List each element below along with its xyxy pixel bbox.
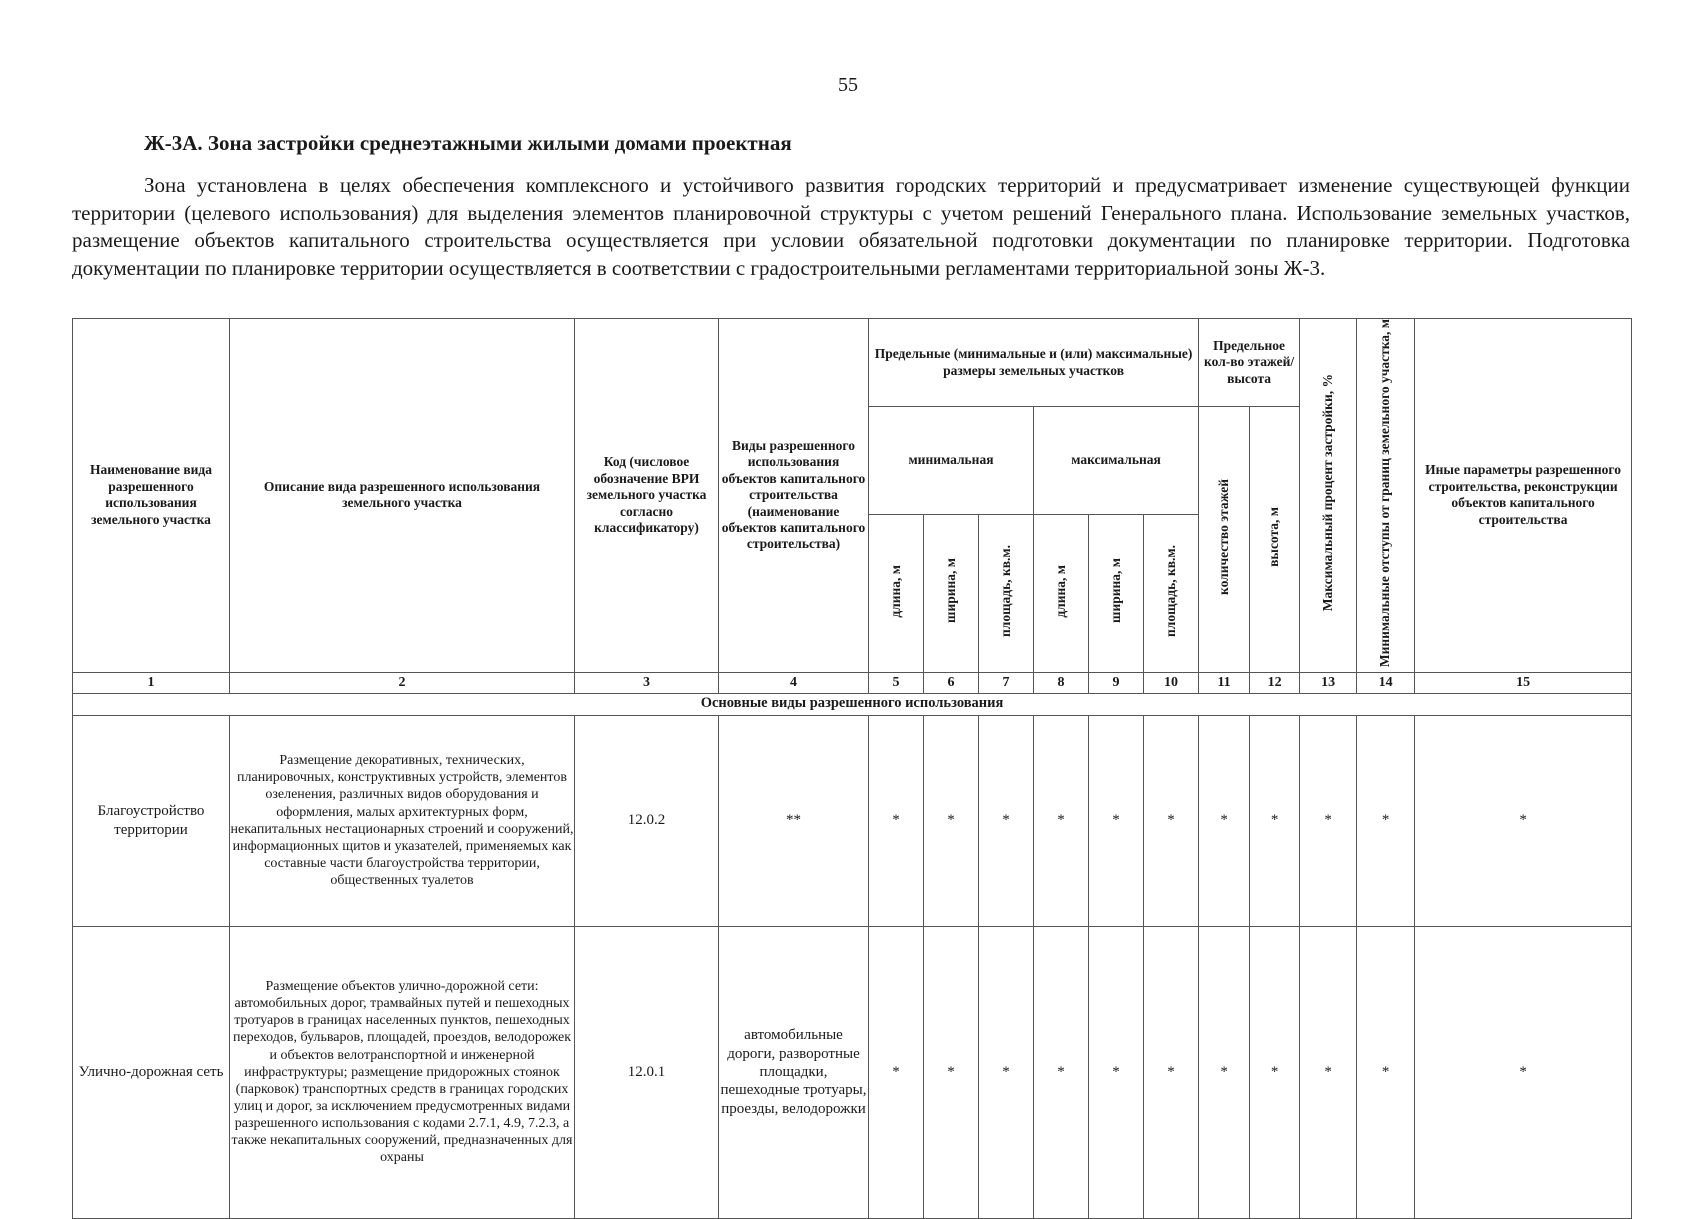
header-other-params: Иные параметры разрешенного строительства, реконструкции объектов капитального строительства (1415, 319, 1632, 673)
column-number: 1 (73, 672, 230, 693)
column-number: 3 (575, 672, 719, 693)
column-number: 9 (1089, 672, 1144, 693)
header-min-length: длина, м (869, 514, 924, 672)
header-floors-group: Предельное кол-во этажей/ высота (1199, 319, 1300, 407)
column-number: 14 (1357, 672, 1415, 693)
column-number: 6 (924, 672, 979, 693)
column-number: 4 (719, 672, 869, 693)
row-code: 12.0.2 (575, 715, 719, 926)
header-name: Наименование вида разрешенного использования земельного участка (73, 319, 230, 673)
header-size-group: Предельные (минимальные и (или) максимальные) размеры земельных участков (869, 319, 1199, 407)
row-value: * (1415, 715, 1632, 926)
column-number: 10 (1144, 672, 1199, 693)
header-max-length: длина, м (1034, 514, 1089, 672)
column-number: 11 (1199, 672, 1250, 693)
row-objects: автомобильные дороги, разворотные площадки, пешеходные тротуары, проезды, велодорожки (719, 926, 869, 1218)
header-max-width: ширина, м (1089, 514, 1144, 672)
row-value: * (1089, 926, 1144, 1218)
header-height: высота, м (1250, 407, 1300, 673)
page-number: 55 (838, 74, 858, 96)
row-value: * (1250, 926, 1300, 1218)
header-max-coverage: Максимальный процент застройки, % (1300, 319, 1357, 673)
row-objects: ** (719, 715, 869, 926)
header-description: Описание вида разрешенного использования земельного участка (230, 319, 575, 673)
row-value: * (924, 715, 979, 926)
row-value: * (979, 926, 1034, 1218)
section-title: Основные виды разрешенного использования (73, 693, 1632, 715)
row-value: * (1357, 926, 1415, 1218)
row-description: Размещение декоративных, технических, планировочных, конструктивных устройств, элементов озеленения, различных видов оборудования и оформления, малых архитектурных форм, некапитальных нестационарных строений и сооружений, информационных щитов и указателей, применяемых как составные части благоустройства территории, общественных туалетов (230, 715, 575, 926)
row-value: * (924, 926, 979, 1218)
row-value: * (1089, 715, 1144, 926)
column-number: 12 (1250, 672, 1300, 693)
column-number: 15 (1415, 672, 1632, 693)
header-max-group: максимальная (1034, 407, 1199, 515)
header-min-setbacks: Минимальные отступы от границ земельного участка, м (1357, 319, 1415, 673)
row-value: * (1199, 715, 1250, 926)
column-number: 13 (1300, 672, 1357, 693)
row-name: Благоустройство территории (73, 715, 230, 926)
row-value: * (1300, 715, 1357, 926)
zone-title: Ж-3А. Зона застройки среднеэтажными жилыми домами проектная (144, 131, 792, 155)
row-value: * (1415, 926, 1632, 1218)
row-value: * (1144, 926, 1199, 1218)
row-value: * (1300, 926, 1357, 1218)
row-name: Улично-дорожная сеть (73, 926, 230, 1218)
header-min-area: площадь, кв.м. (979, 514, 1034, 672)
table-row (73, 926, 1632, 1218)
header-min-width: ширина, м (924, 514, 979, 672)
regulations-table (72, 318, 1632, 1219)
column-numbers-row (73, 672, 1632, 693)
row-value: * (1199, 926, 1250, 1218)
column-number: 8 (1034, 672, 1089, 693)
header-floors-count: количество этажей (1199, 407, 1250, 673)
row-value: * (979, 715, 1034, 926)
row-value: * (1144, 715, 1199, 926)
row-code: 12.0.1 (575, 926, 719, 1218)
header-max-area: площадь, кв.м. (1144, 514, 1199, 672)
row-value: * (1034, 715, 1089, 926)
column-number: 2 (230, 672, 575, 693)
row-value: * (1034, 926, 1089, 1218)
row-value: * (1250, 715, 1300, 926)
row-value: * (869, 926, 924, 1218)
header-min-group: минимальная (869, 407, 1034, 515)
column-number: 7 (979, 672, 1034, 693)
row-description: Размещение объектов улично-дорожной сети: автомобильных дорог, трамвайных путей и пешеходных тротуаров в границах населенных пунктов, пешеходных переходов, бульваров, площадей, проездов, велодорожек и объектов велотранспортной и инженерной инфраструктуры; размещение придорожных стоянок (парковок) транспортных средств в границах городских улиц и дорог, за исключением предусмотренных видами разрешенного использования с кодами 2.7.1, 4.9, 7.2.3, а также некапитальных сооружений, предназначенных для охраны (230, 926, 575, 1218)
row-value: * (1357, 715, 1415, 926)
table-row (73, 715, 1632, 926)
column-number: 5 (869, 672, 924, 693)
row-value: * (869, 715, 924, 926)
header-code: Код (числовое обозначение ВРИ земельного участка согласно классификатору) (575, 319, 719, 673)
intro-paragraph: Зона установлена в целях обеспечения комплексного и устойчивого развития городских территорий и предусматривает изменение существующей функции территории (целевого использования) для выделения элементов планировочной структуры с учетом решений Генерального плана. Использование земельных участков, размещение объектов капитального строительства осуществляется при условии обязательной подготовки документации по планировке территории. Подготовка документации по планировке территории осуществляется в соответствии с градостроительными регламентами территориальной зоны Ж-3. (72, 173, 1630, 280)
header-objects: Виды разрешенного использования объектов капитального строительства (наименование объектов капитального строительства) (719, 319, 869, 673)
